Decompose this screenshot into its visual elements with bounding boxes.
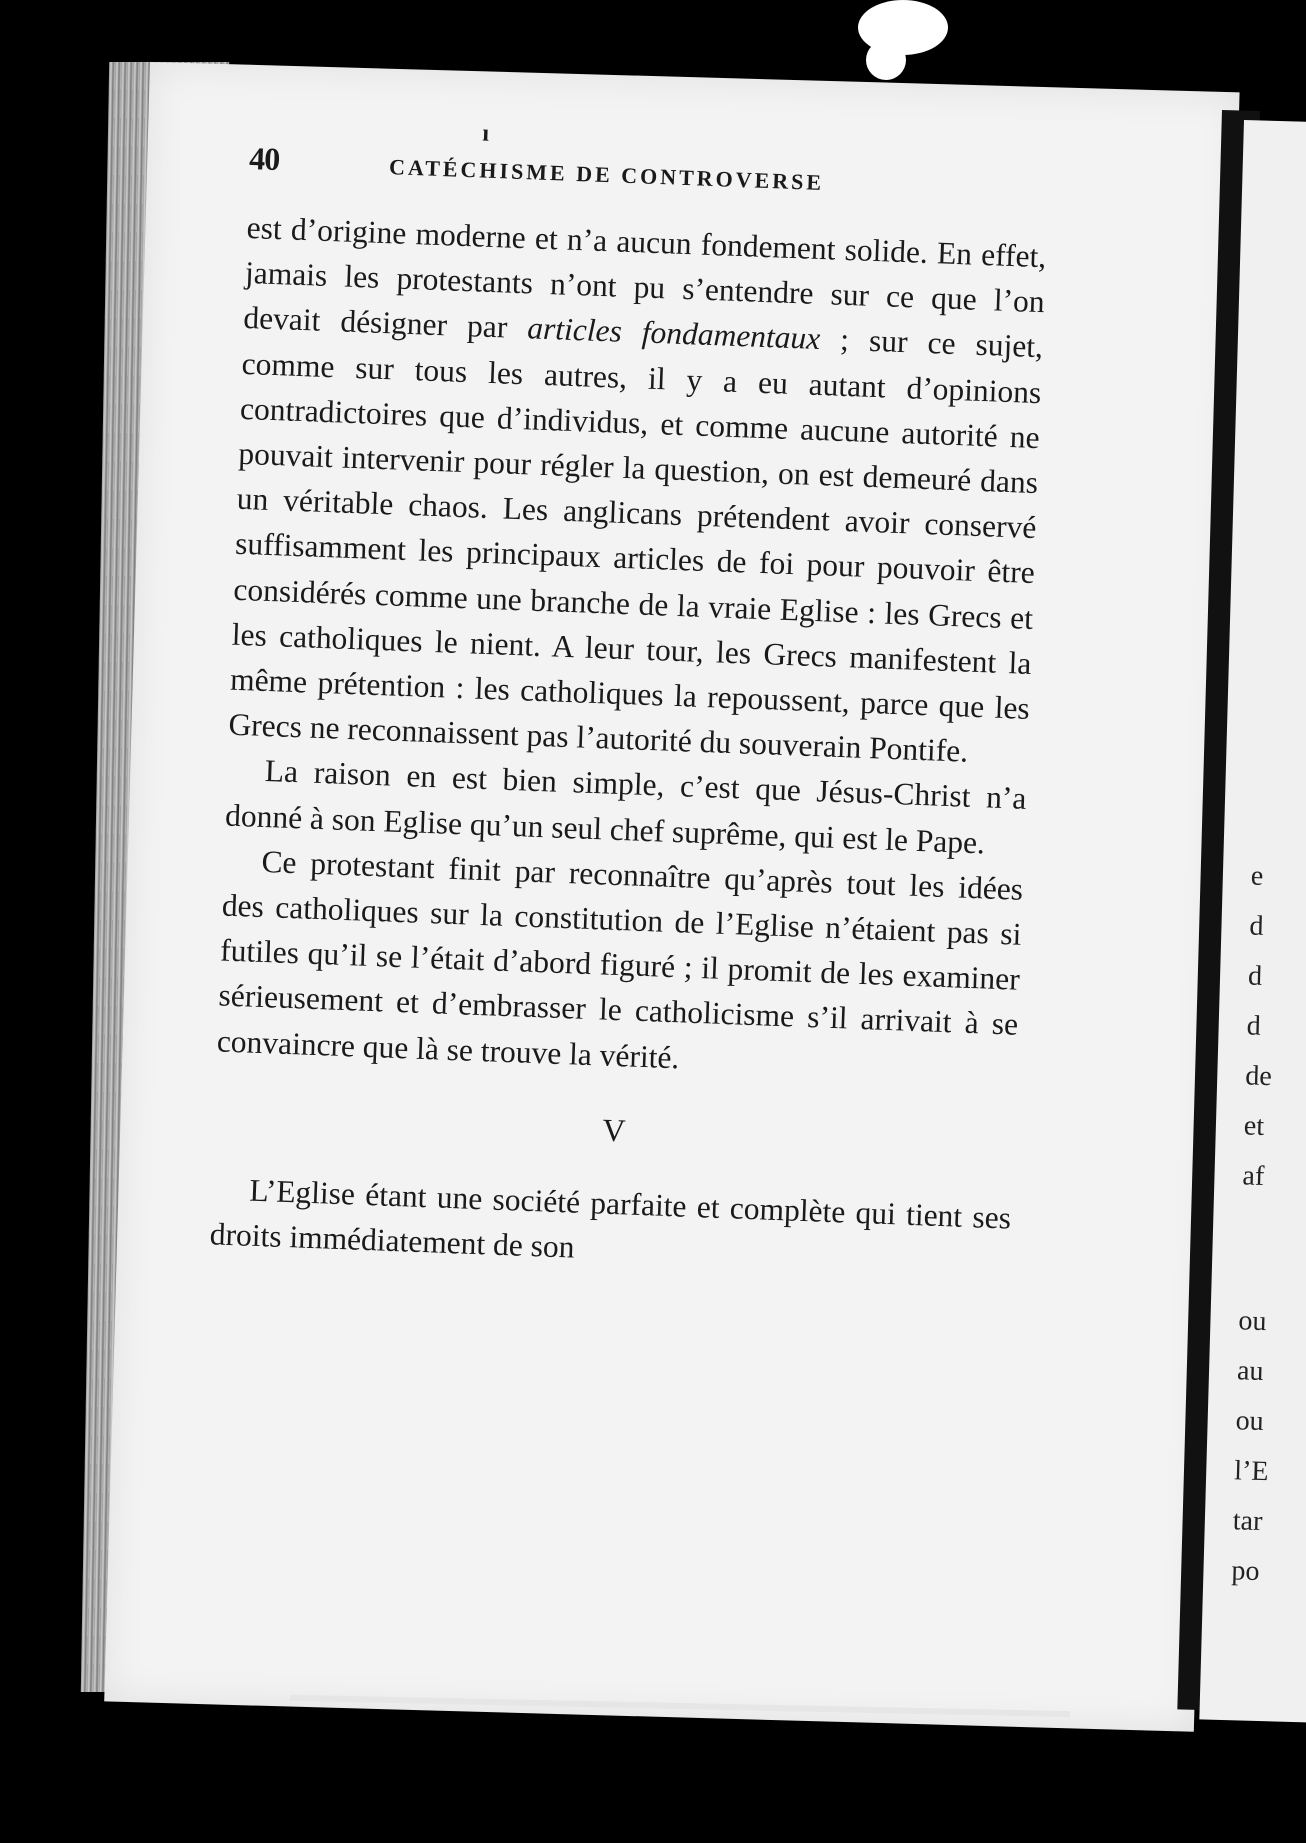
paragraph-4: L’Eglise étant une société parfaite et complète qui tient ses droits immédiatement de son xyxy=(209,1172,1012,1265)
facing-page-fragment: d xyxy=(1249,910,1264,942)
section-heading: V xyxy=(601,1111,627,1149)
facing-page-fragment: po xyxy=(1231,1555,1260,1587)
facing-page-fragment: et xyxy=(1243,1110,1265,1142)
facing-page-fragment: l’E xyxy=(1233,1455,1269,1488)
italic-term: articles fondamentaux xyxy=(526,310,821,357)
paragraph-2: La raison en est bien simple, c’est que Jésus-Christ n’a donné à son Eglise qu’un seul chef suprême, qui est le Pape. xyxy=(224,753,1028,861)
page-text-block xyxy=(209,120,1049,1286)
body-text xyxy=(209,205,1047,1286)
facing-page-fragment: tar xyxy=(1232,1505,1263,1538)
paragraph-1-text: est d’origine moderne et n’a aucun fondement solide. En effet, jamais les protestants n’ont pu s’entendre sur ce que l’on devait désigner par xyxy=(242,209,1047,345)
facing-page-fragment: au xyxy=(1236,1355,1264,1388)
paragraph-3: Ce protestant finit par reconnaître qu’après tout les idées des catholiques sur la constitution de l’Eglise n’étaient pas si futiles qu’il se l’était d’abord figuré ; il promit de les examiner sérieusement et d’embrasser le catholicisme s’il arrivait à se convaincre que là se trouve la vérité. xyxy=(216,843,1024,1075)
running-title: CATÉCHISME DE CONTROVERSE xyxy=(388,154,825,196)
facing-page-fragment: e xyxy=(1250,860,1264,892)
facing-page-fragment: ou xyxy=(1238,1305,1267,1338)
page-number: 40 xyxy=(248,140,280,178)
facing-page-fragment: de xyxy=(1244,1060,1273,1093)
paragraph-1 xyxy=(228,205,1047,776)
facing-page-fragment: ou xyxy=(1235,1405,1265,1438)
facing-page-fragment: d xyxy=(1246,1010,1262,1042)
ink-blot xyxy=(866,40,906,80)
facing-page-fragment: d xyxy=(1247,960,1263,992)
stray-mark: ı xyxy=(481,120,490,147)
facing-page-fragment: af xyxy=(1242,1160,1265,1192)
paragraph-1-rest: ; sur ce sujet, comme sur tous les autres, il y a eu autant d’opinions contradictoires que d’individus, et comme aucune autorité ne pouvait intervenir pour régler la question, on est demeuré dans un véritable chaos. Les anglicans prétendent avoir conservé suffisamment les principaux articles de foi pour pouvoir être considérés comme une branche de la vraie Eglise : les Grecs et les catholiques le nient. A leur tour, les Grecs manifestent la même prétention : les catholiques la repoussent, parce que les Grecs ne reconnaissent pas l’autorité du souverain Pontife. xyxy=(227,321,1044,769)
